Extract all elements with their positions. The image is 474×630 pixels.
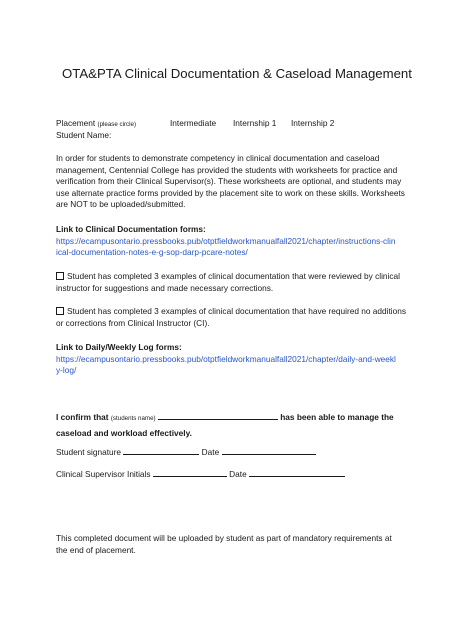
placement-hint: (please circle) (97, 121, 137, 128)
confirm-suffix: has been able to manage the (280, 412, 394, 422)
footer-note (56, 533, 426, 556)
supervisor-initials-row (56, 468, 426, 481)
student-signature-label: Student signature (56, 447, 122, 457)
log-forms-link[interactable]: https://ecampusontario.pressbooks.pub/otptfieldworkmanualfall2021/chapter/daily-and-weekl (56, 353, 396, 364)
confirm-hint: (students name) (110, 415, 156, 422)
intro-paragraph (56, 153, 426, 211)
checkbox-reviewed[interactable] (56, 272, 64, 280)
footer-line: This completed document will be uploaded by student as part of mandatory requirements at (56, 533, 392, 543)
footer-line: the end of placement. (56, 544, 136, 555)
student-signature-row (56, 446, 426, 459)
checkbox-item-text: Student has completed 3 examples of clinical documentation that have required no additions (67, 306, 407, 316)
supervisor-initials-label: Clinical Supervisor Initials (56, 469, 151, 479)
intro-line: are NOT to be uploaded/submitted. (56, 199, 186, 210)
student-signature-blank[interactable] (123, 446, 199, 455)
log-forms-section (56, 342, 426, 377)
placement-option-internship-2[interactable]: Internship 2 (291, 118, 335, 128)
document-title: OTA&PTA Clinical Documentation & Caseload Management (62, 66, 412, 81)
log-forms-heading: Link to Daily/Weekly Log forms: (56, 342, 182, 352)
student-name-label: Student Name: (56, 130, 112, 140)
clinical-forms-link[interactable]: https://ecampusontario.pressbooks.pub/otptfieldworkmanualfall2021/chapter/instructions-clin (56, 235, 396, 246)
clinical-forms-link[interactable]: ical-documentation-notes-e-g-sop-darp-pcare-notes/ (56, 247, 248, 258)
checkbox-item-text: instructor for suggestions and made necessary corrections. (56, 282, 274, 293)
log-forms-link[interactable]: y-log/ (56, 365, 77, 376)
checkbox-no-corrections[interactable] (56, 307, 64, 315)
date-label: Date (201, 447, 220, 457)
clinical-forms-heading: Link to Clinical Documentation forms: (56, 224, 206, 234)
intro-line: use alternate practice forms provided by the placement site to work on these skills. Worksheets (56, 187, 405, 198)
placement-label: Placement (56, 118, 96, 128)
supervisor-initials-blank[interactable] (153, 468, 227, 477)
student-date-blank[interactable] (222, 446, 316, 455)
checkbox-item-text: Student has completed 3 examples of clinical documentation that were reviewed by clinical (67, 271, 400, 281)
confirmation-section (56, 411, 426, 439)
placement-option-intermediate[interactable]: Intermediate (170, 118, 217, 128)
placement-row (56, 118, 426, 142)
intro-line: In order for students to demonstrate competency in clinical documentation and caseload (56, 153, 380, 163)
supervisor-date-blank[interactable] (249, 468, 345, 477)
clinical-forms-section (56, 224, 426, 259)
student-name-blank[interactable] (158, 411, 278, 420)
checkbox-item-reviewed (56, 271, 426, 294)
intro-line: verification from their Clinical Supervisor(s). These worksheets are optional, and students may (56, 176, 402, 187)
placement-option-internship-1[interactable]: Internship 1 (233, 118, 277, 128)
checkbox-item-text: or corrections from Clinical Instructor (CI). (56, 317, 210, 328)
confirm-line-2: caseload and workload effectively. (56, 427, 192, 438)
confirm-prefix: I confirm that (56, 412, 109, 422)
intro-line: management, Centennial College has provided the students with worksheets for practice and (56, 164, 398, 175)
date-label: Date (229, 469, 247, 479)
checkbox-item-no-corrections (56, 306, 426, 329)
